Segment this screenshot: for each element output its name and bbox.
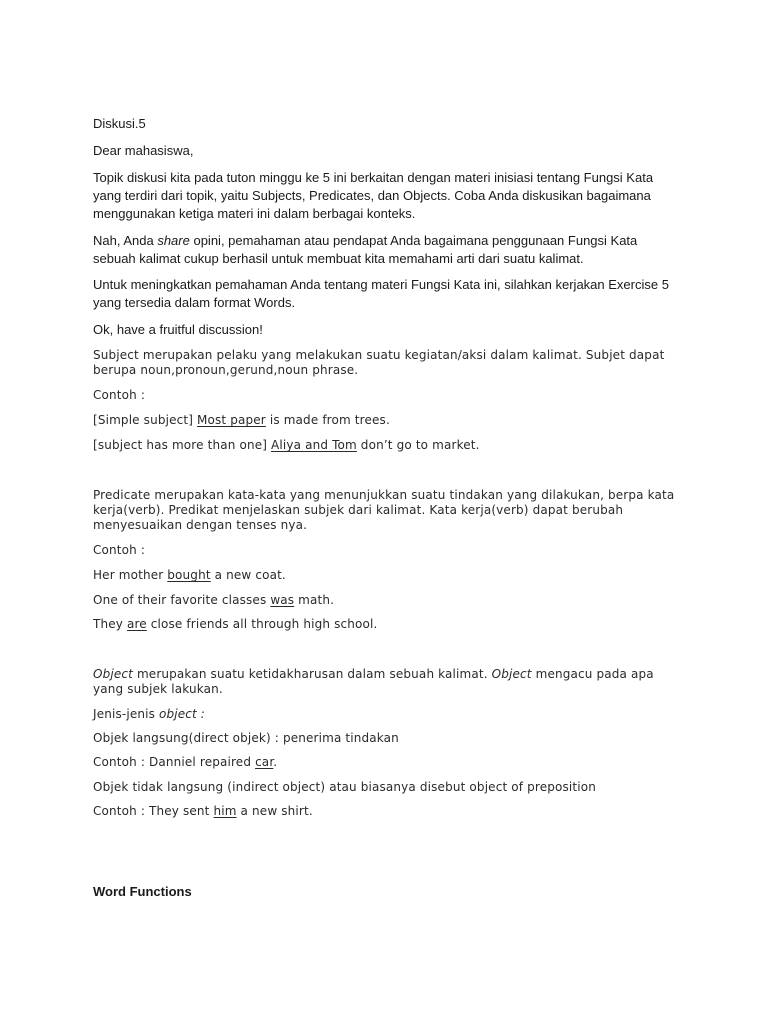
predicate-description: Predicate merupakan kata-kata yang menunjukkan suatu tindakan yang dilakukan, berpa kata kerja(verb). Predikat menjelaskan subjek dari kalimat. Kata kerja(verb) dapat berubah menyesuaikan dengan tenses nya. [93,488,675,532]
subject-example-2: [subject has more than one] Aliya and Tom don’t go to market. [93,438,480,452]
intro-paragraph-1: Topik diskusi kita pada tuton minggu ke 5 ini berkaitan dengan materi inisiasi tentang Fungsi Kata yang terdiri dari topik, yaitu Subjects, Predicates, dan Objects. Coba Anda diskusikan bagaimana menggunakan ketiga materi ini dalam berbagai konteks. [93,170,654,221]
object-description: Object merupakan suatu ketidakharusan dalam sebuah kalimat. Object mengacu pada apa yang subjek lakukan. [93,667,654,696]
predicate-example-3: They are close friends all through high school. [93,617,378,631]
object-direct: Objek langsung(direct objek) : penerima tindakan [93,731,399,745]
subject-contoh: Contoh : [93,388,146,402]
object-example-2: Contoh : They sent him a new shirt. [93,804,313,818]
object-example-1: Contoh : Danniel repaired car. [93,755,278,769]
doc-title: Diskusi.5 [93,116,146,131]
predicate-example-2: One of their favorite classes was math. [93,593,335,607]
predicate-example-1: Her mother bought a new coat. [93,568,286,582]
intro-paragraph-2: Nah, Anda share opini, pemahaman atau pendapat Anda bagaimana penggunaan Fungsi Kata sebuah kalimat cukup berhasil untuk membuat kita memahami arti dari suatu kalimat. [93,233,638,266]
greeting: Dear mahasiswa, [93,143,194,158]
subject-example-1: [Simple subject] Most paper is made from trees. [93,413,390,427]
intro-paragraph-3: Untuk meningkatkan pemahaman Anda tentang materi Fungsi Kata ini, silahkan kerjakan Exercise 5 yang tersedia dalam format Words. [93,277,669,310]
section-heading: Word Functions [93,884,192,899]
intro-closing: Ok, have a fruitful discussion! [93,322,263,337]
object-indirect: Objek tidak langsung (indirect object) atau biasanya disebut object of preposition [93,780,596,794]
subject-description: Subject merupakan pelaku yang melakukan suatu kegiatan/aksi dalam kalimat. Subjet dapat berupa noun,pronoun,gerund,noun phrase. [93,348,665,377]
predicate-contoh: Contoh : [93,543,146,557]
object-types-label: Jenis-jenis object : [93,707,206,721]
